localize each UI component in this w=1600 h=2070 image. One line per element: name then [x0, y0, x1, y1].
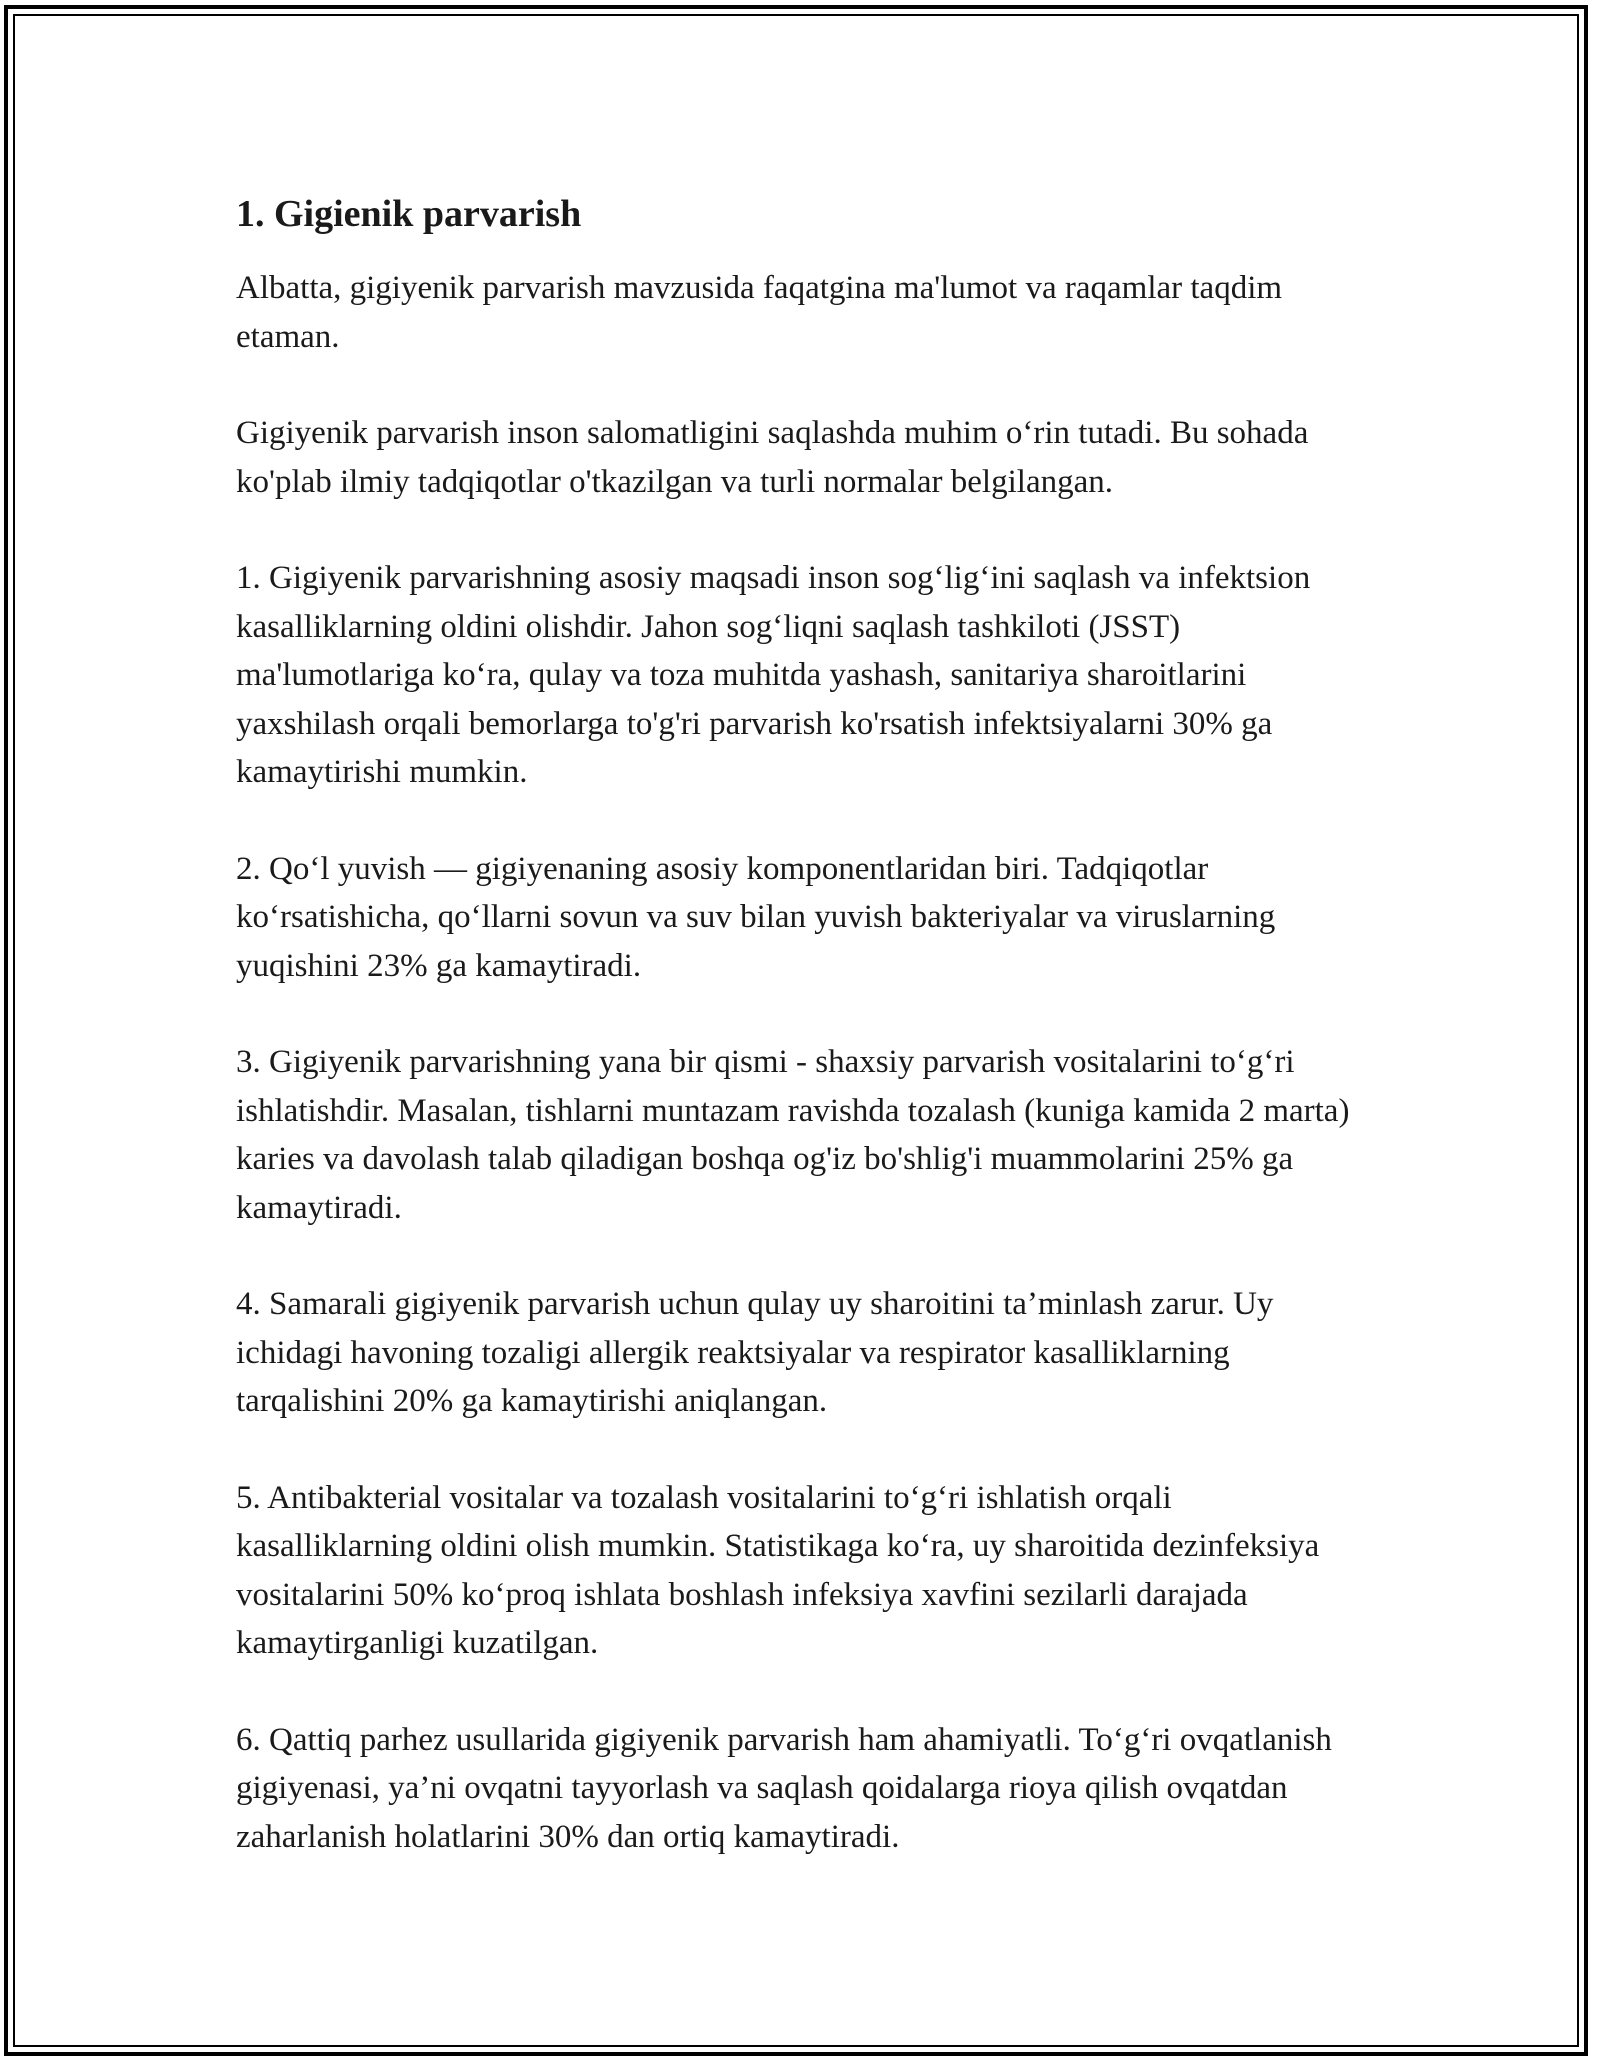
paragraph-item-2: 2. Qo‘l yuvish — gigiyenaning asosiy komponentlaridan biri. Tadqiqotlar ko‘rsatishicha, qo‘llarni sovun va suv bilan yuvish bakteriyalar va viruslarning yuqishini 23% ga kamaytiradi.	[236, 850, 1276, 984]
paragraph-item-5: 5. Antibakterial vositalar va tozalash vositalarini to‘g‘ri ishlatish orqali kasalliklarning oldini olish mumkin. Statistikaga ko‘ra, uy sharoitida dezinfeksiya vositalarini 50% ko‘proq ishlata boshlash infeksiya xavfini sezilarli darajada kamaytirganligi kuzatilgan.	[236, 1479, 1320, 1661]
paragraph-item-3: 3. Gigiyenik parvarishning yana bir qismi - shaxsiy parvarish vositalarini to‘g‘ri ishlatishdir. Masalan, tishlarni muntazam ravishda tozalash (kuniga kamida 2 marta) karies va davolash talab qiladigan boshqa og'iz bo'shlig'i muammolarini 25% ga kamaytiradi.	[236, 1044, 1350, 1226]
document-title: 1. Gigienik parvarish	[236, 193, 582, 235]
document-body	[236, 188, 1366, 1909]
paragraph-item-4: 4. Samarali gigiyenik parvarish uchun qulay uy sharoitini ta’minlash zarur. Uy ichidagi havoning tozaligi allergik reaktsiyalar va respirator kasalliklarning tarqalishini 20% ga kamaytirishi aniqlangan.	[236, 1286, 1274, 1419]
paragraph-intro: Albatta, gigiyenik parvarish mavzusida faqatgina ma'lumot va raqamlar taqdim etaman.	[236, 270, 1283, 355]
paragraph-item-1: 1. Gigiyenik parvarishning asosiy maqsadi inson sog‘lig‘ini saqlash va infektsion kasalliklarning oldini olishdir. Jahon sog‘liqni saqlash tashkiloti (JSST) ma'lumotlariga ko‘ra, qulay va toza muhitda yashash, sanitariya sharoitlarini yaxshilash orqali bemorlarga to'g'ri parvarish ko'rsatish infektsiyalarni 30% ga kamaytirishi mumkin.	[236, 560, 1311, 790]
paragraph-item-6: 6. Qattiq parhez usullarida gigiyenik parvarish ham ahamiyatli. To‘g‘ri ovqatlanish gigiyenasi, ya’ni ovqatni tayyorlash va saqlash qoidalarga rioya qilish ovqatdan zaharlanish holatlarini 30% dan ortiq kamaytiradi.	[236, 1721, 1332, 1855]
paragraph-overview: Gigiyenik parvarish inson salomatligini saqlashda muhim o‘rin tutadi. Bu sohada ko'plab ilmiy tadqiqotlar o'tkazilgan va turli normalar belgilangan.	[236, 415, 1309, 500]
